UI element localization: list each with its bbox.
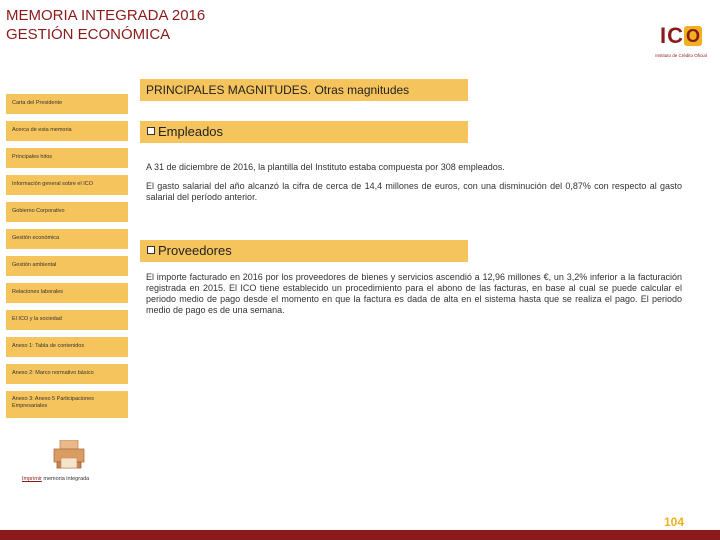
section-title: PRINCIPALES MAGNITUDES. Otras magnitudes bbox=[146, 83, 410, 97]
sidebar-item-label: Información general sobre el ICO bbox=[12, 181, 94, 187]
empleados-paragraph-1: A 31 de diciembre de 2016, la plantilla del Instituto estaba compuesta por 308 empleados. bbox=[146, 162, 505, 172]
sidebar-item-informacion-general[interactable] bbox=[6, 175, 128, 195]
title-line-1: MEMORIA INTEGRADA 2016 bbox=[6, 7, 206, 24]
logo-mark bbox=[655, 22, 707, 50]
page-title bbox=[6, 6, 205, 44]
sidebar-item-gestion-ambiental[interactable] bbox=[6, 256, 128, 276]
sidebar-item-label: Gestión económica bbox=[12, 235, 60, 241]
empleados-title: Empleados bbox=[158, 124, 224, 139]
sidebar-item-label: Anexo 2: Marco normativo básico bbox=[12, 370, 94, 376]
page-number: 104 bbox=[664, 515, 685, 529]
section-header-bar bbox=[140, 79, 468, 101]
sidebar-item-label: Acerca de esta memoria bbox=[12, 127, 72, 133]
sidebar-item-ico-sociedad[interactable] bbox=[6, 310, 128, 330]
empleados-section-bar bbox=[140, 121, 468, 143]
sidebar-item-label: Gestión ambiental bbox=[12, 262, 57, 268]
checkbox-bullet-icon bbox=[147, 246, 155, 254]
sidebar-item-label: El ICO y la sociedad bbox=[12, 316, 62, 322]
proveedores-title: Proveedores bbox=[158, 243, 232, 258]
logo-letter-i: I bbox=[659, 23, 667, 48]
sidebar-item-gestion-economica[interactable] bbox=[6, 229, 128, 249]
sidebar-item-label: Gobierno Corporativo bbox=[12, 208, 65, 214]
proveedores-paragraph: El importe facturado en 2016 por los proveedores de bienes y servicios ascendió a 12,96 millones €, un 3,2% inferior a la facturación registrada en 2015. El ICO tiene establecido un procedimiento para el abono de las facturas, en base al cual se puede calcular el periodo medio de pago desde el momento en que la factura es dada de alta en el sistema hasta que se realiza el pago. El periodo medio de pago es de una semana. bbox=[146, 272, 682, 315]
ico-logo bbox=[652, 22, 710, 64]
sidebar-item-label: Anexo 1: Tabla de contenidos bbox=[12, 343, 85, 349]
sidebar-item-principales-hitos[interactable] bbox=[6, 148, 128, 168]
empleados-paragraph-2: El gasto salarial del año alcanzó la cifra de cerca de 14,4 millones de euros, con una disminución del 0,87% con respecto al gasto salarial del período anterior. bbox=[146, 181, 682, 202]
printer-icon[interactable] bbox=[52, 440, 86, 470]
sidebar-item-gobierno-corporativo[interactable] bbox=[6, 202, 128, 222]
logo-subtext: Instituto de Crédito Oficial bbox=[655, 53, 707, 58]
sidebar-item-anexo-2[interactable] bbox=[6, 364, 128, 384]
sidebar-item-acerca-memoria[interactable] bbox=[6, 121, 128, 141]
sidebar-item-label: Principales hitos bbox=[12, 154, 53, 160]
title-line-2: GESTIÓN ECONÓMICA bbox=[6, 26, 171, 43]
sidebar-item-label: Carta del Presidente bbox=[12, 100, 63, 106]
footer-bar bbox=[0, 530, 720, 540]
sidebar-item-label: Anexo 3: Anexo 5 Participaciones Empresariales bbox=[12, 396, 94, 409]
sidebar-item-anexo-1[interactable] bbox=[6, 337, 128, 357]
sidebar-item-carta-presidente[interactable] bbox=[6, 94, 128, 114]
sidebar-item-label: Relaciones laborales bbox=[12, 289, 64, 295]
logo-letter-c: C bbox=[667, 23, 683, 48]
print-link-suffix: memoria integrada bbox=[41, 476, 90, 482]
print-memoria-link[interactable] bbox=[22, 476, 89, 482]
sidebar-item-relaciones-laborales[interactable] bbox=[6, 283, 128, 303]
sidebar-item-anexo-3[interactable] bbox=[6, 391, 128, 418]
logo-letter-o: O bbox=[685, 26, 700, 46]
print-link-prefix: Imprimir bbox=[22, 476, 42, 482]
proveedores-section-bar bbox=[140, 240, 468, 262]
checkbox-bullet-icon bbox=[147, 127, 155, 135]
